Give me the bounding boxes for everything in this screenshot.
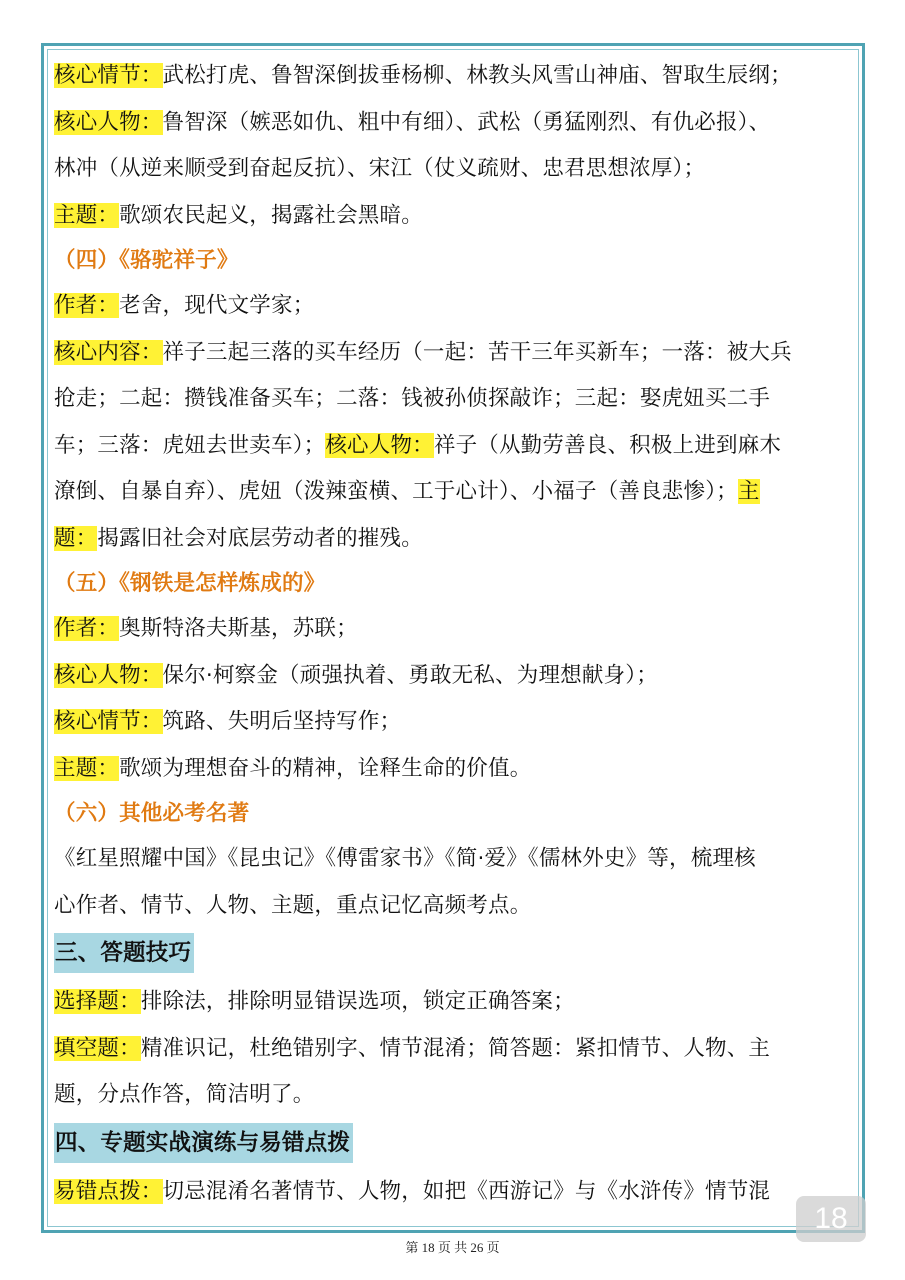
line-text: 歌颂农民起义，揭露社会黑暗。 bbox=[119, 202, 423, 228]
document-body bbox=[54, 53, 842, 1215]
text-line bbox=[54, 516, 842, 563]
text-line bbox=[54, 193, 842, 240]
line-text: 抢走；二起：攒钱准备买车；二落：钱被孙侦探敲诈；三起：娶虎妞买二手 bbox=[54, 386, 771, 411]
line-text: 题，分点作答，简洁明了。 bbox=[54, 1082, 315, 1107]
text-line bbox=[54, 146, 842, 193]
line-text: 潦倒、自暴自弃）、虎妞（泼辣蛮横、工于心计）、小福子（善良悲惨）； bbox=[54, 479, 738, 504]
highlight-label: 选择题： bbox=[54, 989, 141, 1014]
line-text: 祥子（从勤劳善良、积极上进到麻木 bbox=[433, 432, 782, 458]
line-text: 精准识记，杜绝错别字、情节混淆；简答题：紧扣情节、人物、主 bbox=[140, 1035, 771, 1061]
highlight-label: 核心内容： bbox=[54, 339, 163, 365]
line-text: 林冲（从逆来顺受到奋起反抗）、宋江（仗义疏财、忠君思想浓厚）； bbox=[54, 156, 706, 181]
line-text: 切忌混淆名著情节、人物，如把《西游记》与《水浒传》情节混 bbox=[162, 1178, 771, 1204]
highlight-label: 核心人物： bbox=[325, 432, 434, 458]
highlight-label: 主 bbox=[737, 479, 760, 504]
section-heading: 四、专题实战演练与易错点拨 bbox=[54, 1123, 353, 1163]
highlight-label: 主题： bbox=[54, 755, 120, 781]
line-text: 鲁智深（嫉恶如仇、粗中有细）、武松（勇猛刚烈、有仇必报）、 bbox=[162, 109, 771, 135]
section-heading-row bbox=[54, 1119, 842, 1169]
highlight-label: 填空题： bbox=[54, 1035, 141, 1061]
text-line bbox=[54, 53, 842, 100]
line-text: 祥子三起三落的买车经历（一起：苦干三年买新车；一落：被大兵 bbox=[162, 339, 792, 365]
text-line bbox=[54, 699, 842, 746]
text-line bbox=[54, 100, 842, 147]
highlight-label: 核心情节： bbox=[54, 63, 163, 88]
line-text: 奥斯特洛夫斯基，苏联； bbox=[119, 616, 358, 641]
page-footer: 第 18 页 共 26 页 bbox=[405, 1240, 500, 1255]
line-text: 车；三落：虎妞去世卖车）； bbox=[54, 432, 326, 458]
highlight-label: 易错点拨： bbox=[54, 1178, 163, 1204]
section-heading: 三、答题技巧 bbox=[54, 933, 194, 973]
highlight-label: 核心人物： bbox=[54, 662, 163, 688]
line-text: 排除法，排除明显错误选项，锁定正确答案； bbox=[140, 989, 575, 1014]
text-line bbox=[54, 606, 842, 653]
highlight-label: 核心情节： bbox=[54, 709, 163, 734]
page-number-badge: 18 bbox=[796, 1196, 866, 1242]
text-line bbox=[54, 653, 842, 700]
text-line bbox=[54, 376, 842, 423]
subheading: （四）《骆驼祥子》 bbox=[54, 248, 239, 273]
section-heading-row bbox=[54, 929, 842, 979]
line-text: 揭露旧社会对底层劳动者的摧残。 bbox=[97, 525, 423, 551]
text-line bbox=[54, 746, 842, 793]
line-text: 筑路、失明后坚持写作； bbox=[162, 709, 402, 734]
text-line bbox=[54, 883, 842, 930]
text-line bbox=[54, 1072, 842, 1119]
highlight-label: 作者： bbox=[54, 616, 120, 641]
subheading: （五）《钢铁是怎样炼成的》 bbox=[54, 571, 326, 596]
highlight-label: 作者： bbox=[54, 293, 120, 318]
line-text: 《红星照耀中国》《昆虫记》《傅雷家书》《简·爱》《儒林外史》等，梳理核 bbox=[54, 846, 756, 871]
text-line bbox=[54, 283, 842, 330]
highlight-label: 主题： bbox=[54, 202, 120, 228]
line-text: 歌颂为理想奋斗的精神，诠释生命的价值。 bbox=[119, 755, 532, 781]
highlight-label: 题： bbox=[54, 525, 98, 551]
text-line bbox=[54, 979, 842, 1026]
highlight-label: 核心人物： bbox=[54, 109, 163, 135]
line-text: 心作者、情节、人物、主题，重点记忆高频考点。 bbox=[54, 892, 532, 918]
line-text: 武松打虎、鲁智深倒拔垂杨柳、林教头风雪山神庙、智取生辰纲； bbox=[162, 63, 792, 88]
line-text: 保尔·柯察金（顽强执着、勇敢无私、为理想献身）； bbox=[162, 662, 658, 688]
text-line bbox=[54, 330, 842, 377]
text-line bbox=[54, 469, 842, 516]
line-text: 老舍，现代文学家； bbox=[119, 293, 315, 318]
text-line bbox=[54, 1169, 842, 1216]
text-line bbox=[54, 836, 842, 883]
text-line bbox=[54, 1026, 842, 1073]
text-line bbox=[54, 423, 842, 470]
subheading: （六）其他必考名著 bbox=[54, 801, 250, 826]
